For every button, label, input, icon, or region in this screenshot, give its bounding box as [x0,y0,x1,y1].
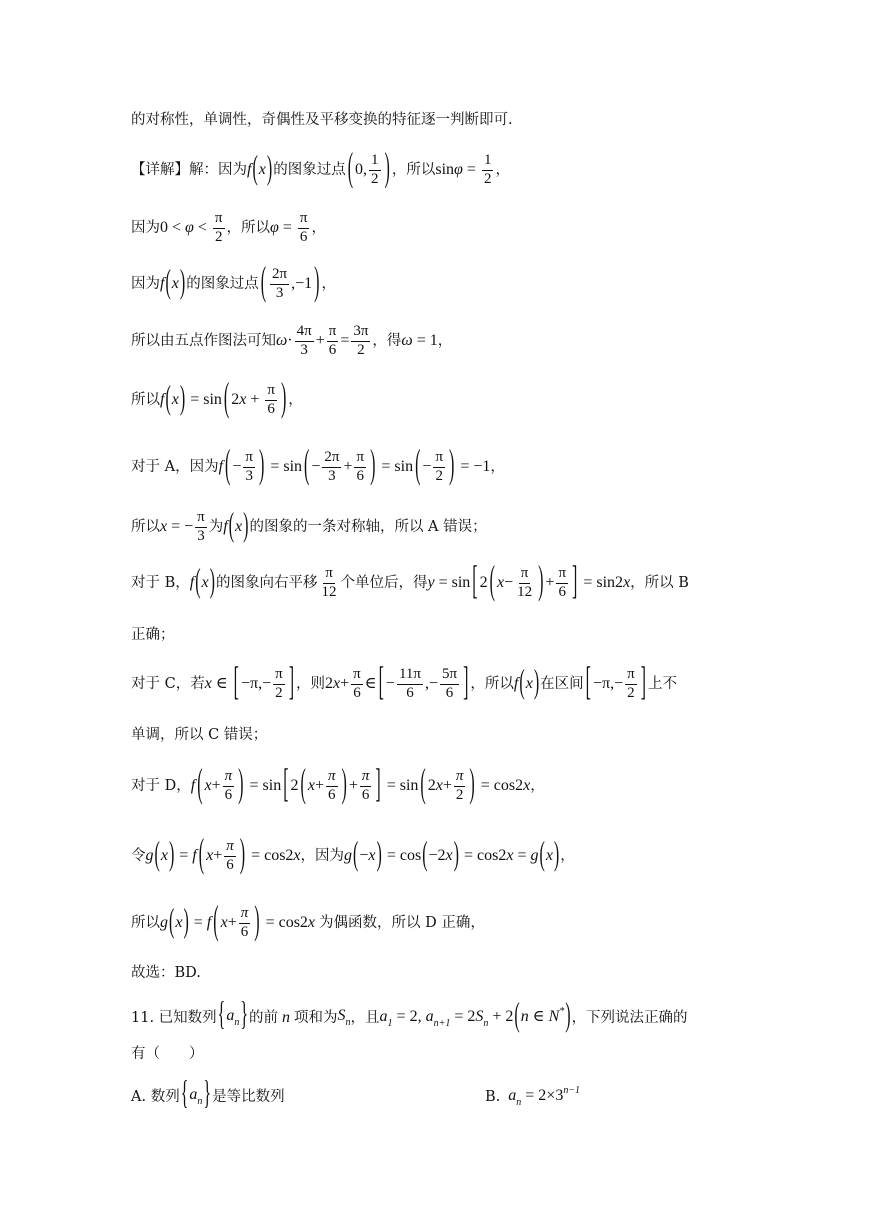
text-segment: ，因为 [300,847,345,864]
math-y-shift: y = sin [ 2 ( x− $\frac{\pi}{12}$ ) + $\frac{\pi}{6}$ ] = sin2x [427,560,631,603]
math-x-range: x ∈ [ −π,− $\frac{\pi}{2}$ ] [204,661,295,704]
text-segment: ，所以 B [630,574,689,591]
math-f-definition: f(x) = sin ( 2x + $\frac{\pi}{6}$ ) [160,377,287,420]
text-line [131,728,267,743]
math-fx: f(x) [160,265,186,301]
text-segment: 因为 [131,219,160,236]
math-omega-equation: ω· $\frac{4\pi}{3}$ + $\frac{\pi}{6}$ = $\frac{3\pi}{2}$ [276,322,369,358]
option-label: B. [485,1088,501,1105]
text-segment: ，且 [350,1009,380,1026]
option-a-analysis [131,444,505,487]
text-segment: 对于 C，若 [131,675,205,692]
text-segment: 所以由五点作图法可知 [131,332,276,349]
text-segment: 对于 D， [131,777,191,794]
math-shift: $\frac{\pi}{12}$ [321,564,337,600]
math-axis: x = − $\frac{\pi}{3}$ [160,508,205,544]
text-segment: ，所以 [391,161,436,178]
text-segment: ， [311,219,326,236]
math-point: ( $\frac{2\pi}{3}$ ,−1 ) [260,261,320,304]
text-segment: 项和为 [294,1009,338,1026]
math-eval-a: f ( − $\frac{\pi}{3}$ ) = sin ( − $\frac{2\pi}{3}$ + $\frac{\pi}{6}$ ) = sin ( − $\frac{\pi}{2}$ ) = −1 [218,444,491,487]
math-g-even: g(−x) = cos(−2x) = cos2x = g(x) [344,837,560,873]
text-segment: 个单位后，得 [340,574,428,591]
text-segment: 故选：BD. [131,965,201,981]
option-b [485,1086,580,1108]
text-segment: 是等比数列 [212,1088,285,1105]
text-line [131,508,487,544]
text-segment: 为 [208,518,224,535]
text-segment: ，则 [296,675,326,692]
math-phi-value: φ = $\frac{\pi}{6}$ [270,209,308,245]
text-segment: 在区间 [540,675,584,692]
option-b-analysis [131,560,689,603]
option-a [131,1076,285,1112]
solution-start-line [131,147,510,190]
text-line [131,900,485,943]
math-sinphi: sinφ = $\frac{1}{2}$ [435,151,492,187]
math-fx: f(x) [247,151,273,187]
math-g-definition: g(x) = f ( x+ $\frac{\pi}{6}$ ) = cos2x [145,833,301,876]
text-segment: 有（ ） [131,1046,204,1062]
math-sn: $S_n$ [337,1007,351,1028]
math-arg-range: 2x+ $\frac{\pi}{6}$ ∈ [ − $\frac{11\pi}{6}$ ,− $\frac{5\pi}{6}$ ] [325,661,469,704]
question-11-stem [131,997,688,1034]
text-segment: 为偶函数，所以 D 正确， [319,914,485,931]
text-segment: 的前 [249,1009,279,1026]
option-c-analysis [131,661,677,704]
math-omega-value: ω = 1 [401,332,438,349]
math-interval: [ −π,− $\frac{\pi}{2}$ ] [585,661,646,704]
text-segment: 对于 B， [131,574,190,591]
text-segment: 11. 已知数列 [131,1009,217,1026]
text-segment: 上不 [648,675,677,692]
text-segment: 所以 [131,391,160,408]
math-phi-range: 0 < φ < $\frac{\pi}{2}$ [160,209,223,245]
text-segment: ， [560,847,575,864]
text-segment: ， [530,777,545,794]
math-fx: f(x) [189,564,215,600]
text-line [131,833,575,876]
text-line [131,628,175,643]
text-segment: ，所以 [470,675,514,692]
text-segment: 对于 A，因为 [131,458,219,475]
math-d-expression: f ( x+ $\frac{\pi}{6}$ ) = sin [ 2 ( x+ $\frac{\pi}{6}$ ) + $\frac{\pi}{6}$ ] = sin ( 2x+ $\frac{\pi}{2}$ ) = cos2x [190,763,531,806]
text-segment: ， [288,391,303,408]
text-segment: 【详解】解：因为 [131,161,247,178]
math-g-definition: g(x) = f ( x+ $\frac{\pi}{6}$ ) = cos2x [160,900,316,943]
text-segment: 令 [131,847,146,864]
text-segment: ，得 [372,332,402,349]
text-segment: ， [321,275,336,292]
text-segment: 单调，所以 C 错误； [131,727,268,743]
text-segment: ， [495,161,510,178]
math-sequence: $\{a_n\}$ [180,1076,212,1112]
text-segment: 所以 [131,914,160,931]
text-line [131,1047,204,1062]
option-label: A. 数列 [131,1088,180,1105]
answer-line [131,966,201,981]
text-segment: 正确； [131,627,175,643]
math-n: n [278,1009,295,1026]
text-segment: 所以 [131,518,160,535]
math-fx: f(x) [513,665,540,701]
text-line [131,261,336,304]
text-segment: ， [437,332,453,349]
math-option-b: $a_n = 2\times 3^{n-1}$ [508,1085,581,1108]
text-segment: 的图象的一条对称轴，所以 A 错误； [249,518,487,535]
text-line [131,377,303,420]
text-segment: ，下列说法正确的 [571,1009,688,1026]
math-recurrence: $a_1 = 2$, $a_{n+1} = 2S_n + 2(n$ ∈ N*) [379,998,571,1034]
text-segment: 的图象过点 [273,161,346,178]
text-line [131,209,326,245]
text-segment: 因为 [131,275,160,292]
option-d-analysis [131,763,545,806]
math-sequence: $\{a_n\}$ [217,997,249,1033]
text-line [131,113,513,128]
text-segment: ，所以 [226,219,270,236]
text-segment: 的图象向右平移 [215,574,318,591]
text-segment: ， [490,458,505,475]
math-fx: f(x) [223,508,249,544]
text-line [131,322,453,358]
text-segment: 的对称性，单调性，奇偶性及平移变换的特征逐一判断即可. [131,112,513,128]
math-point: ( 0, $\frac{1}{2}$ ) [347,147,390,190]
text-segment: 的图象过点 [186,275,259,292]
